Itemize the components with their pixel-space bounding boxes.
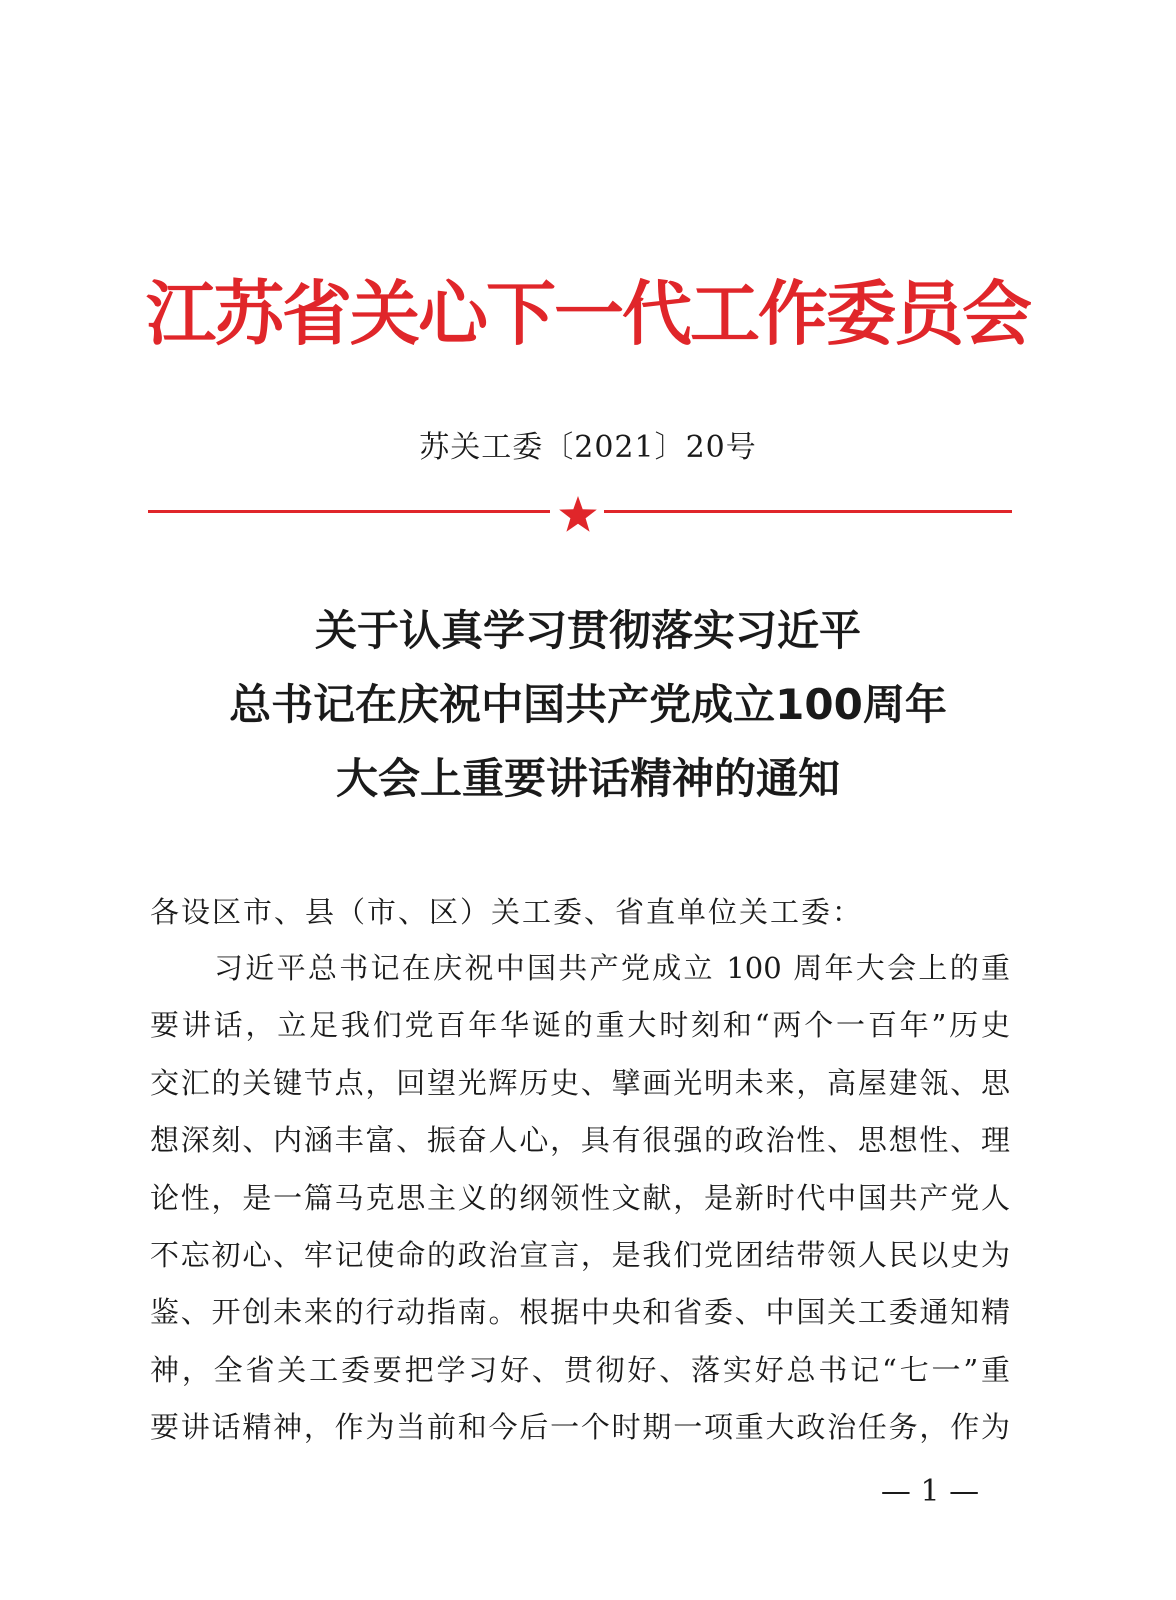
salutation: 各设区市、县（市、区）关工委、省直单位关工委：: [150, 895, 864, 929]
body-line: 要讲话，立足我们党百年华诞的重大时刻和“两个一百年”历史: [150, 1008, 1010, 1043]
title-line: 总书记在庆祝中国共产党成立100周年: [229, 680, 947, 729]
organization-header: 江苏省关心下一代工作委员会: [146, 272, 1030, 355]
body-line: 神，全省关工委要把学习好、贯彻好、落实好总书记“七一”重: [150, 1352, 1010, 1387]
body-line: 不忘初心、牢记使命的政治宣言，是我们党团结带领人民以史为: [150, 1237, 1010, 1272]
divider-line-right: [604, 510, 1012, 513]
document-number: 苏关工委〔2021〕20号: [419, 430, 757, 465]
body-line: 论性，是一篇马克思主义的纲领性文献，是新时代中国共产党人: [150, 1180, 1010, 1215]
document-title: [0, 594, 1176, 816]
body-line: 交汇的关键节点，回望光辉历史、擘画光明未来，高屋建瓴、思: [150, 1065, 1010, 1100]
divider-line-left: [148, 510, 550, 513]
body-line: 想深刻、内涵丰富、振奋人心，具有很强的政治性、思想性、理: [150, 1123, 1010, 1158]
body-line: 鉴、开创未来的行动指南。根据中央和省委、中国关工委通知精: [150, 1295, 1010, 1330]
title-line: 关于认真学习贯彻落实习近平: [314, 606, 861, 655]
header-divider: [148, 500, 1012, 536]
body-line: 习近平总书记在庆祝中国共产党成立 100 周年大会上的重: [214, 951, 1010, 985]
star-icon: [558, 494, 598, 534]
title-line: 大会上重要讲话精神的通知: [335, 754, 840, 803]
body-line: 要讲话精神，作为当前和今后一个时期一项重大政治任务，作为: [150, 1410, 1010, 1445]
page-number: — 1 —: [880, 1474, 980, 1509]
body-paragraph: [150, 940, 1010, 1457]
star-icon-shape: [559, 496, 597, 532]
